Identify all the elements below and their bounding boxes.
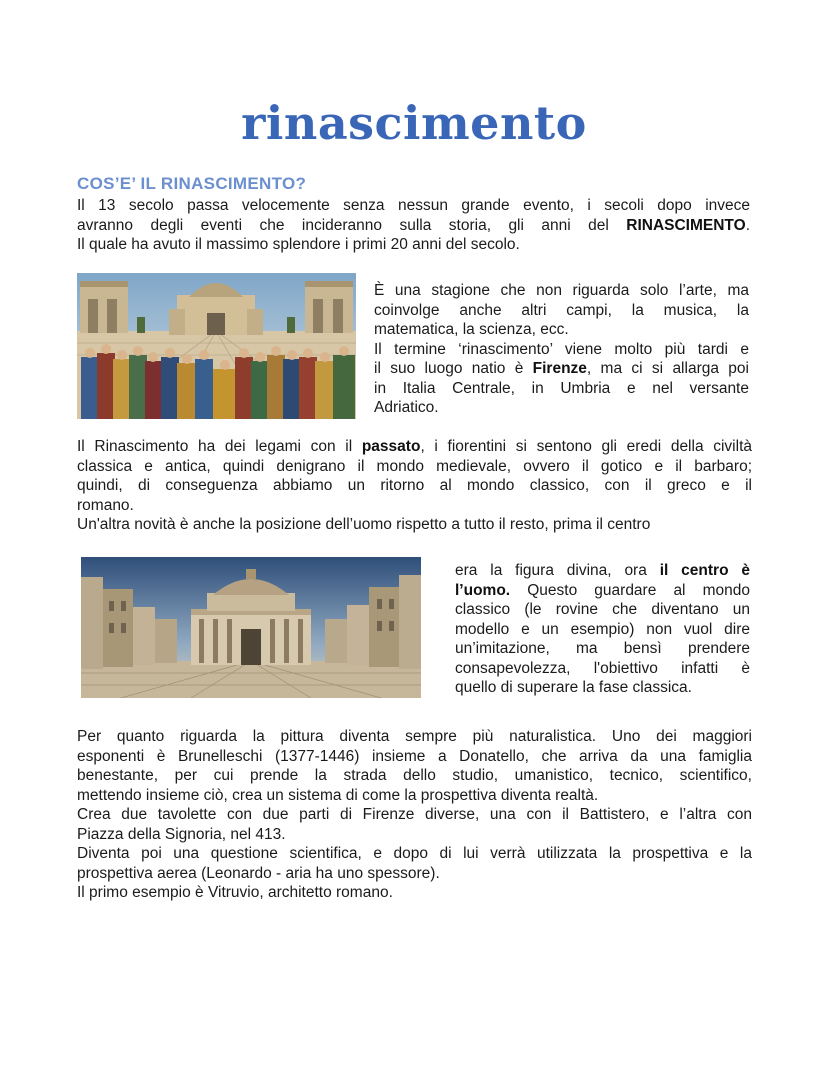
text-line: modello e un esempio) non vuol dire xyxy=(455,620,750,638)
bold-firenze: Firenze xyxy=(532,360,587,377)
bold-uomo: l’uomo. xyxy=(455,581,511,599)
text-line: consapevolezza, l'obiettivo infatti è xyxy=(455,659,750,677)
intro-paragraph xyxy=(77,196,750,255)
text-line: benestante, per cui prende la strada dello studio, umanistico, tecnico, scientifico, xyxy=(77,767,752,784)
stagione-paragraph xyxy=(374,281,749,418)
text-line: matematica, la scienza, ecc. xyxy=(374,321,569,338)
text-line: Per quanto riguarda la pittura diventa sempre più naturalistica. Uno dei maggiori xyxy=(77,728,752,745)
bold-passato: passato xyxy=(361,438,421,455)
text-line: Il 13 secolo passa velocemente senza nessun grande evento, i secoli dopo invece xyxy=(77,197,750,214)
document-title: rinascimento xyxy=(241,96,587,150)
text-line: prospettiva aerea (Leonardo - aria ha uno spessore). xyxy=(77,864,440,882)
text-line: quello di superare la fase classica. xyxy=(455,679,692,696)
text-line: Crea due tavolette con due parti di Firenze diverse, una con il Battistero, e l’altra con xyxy=(77,806,752,823)
text-line: il suo luogo natio è Firenze, ma ci si allarga poi xyxy=(374,360,749,377)
text-line: classico (le rovine che diventano un xyxy=(455,601,750,618)
text-line: È una stagione che non riguarda solo l’arte, ma xyxy=(374,282,749,299)
section-heading: COS’E’ IL RINASCIMENTO? xyxy=(77,174,307,193)
legami-paragraph xyxy=(77,437,752,535)
painting-consegna-delle-chiavi xyxy=(77,273,356,419)
painting-citta-ideale xyxy=(81,557,421,698)
text-line: l’uomo. Questo guardare al mondo xyxy=(455,581,750,599)
text-line: era la figura divina, ora il centro è xyxy=(455,562,751,579)
text-line: Adriatico. xyxy=(374,399,439,416)
text-line: quindi, di conseguenza abbiamo un ritorno al mondo classico, con il greco e il xyxy=(77,477,752,494)
pittura-paragraph xyxy=(77,727,752,903)
text-line: Piazza della Signoria, nel 413. xyxy=(77,825,286,843)
bold-il-centro: il centro è xyxy=(659,562,751,579)
text-line: mettendo insieme ciò, crea un sistema di come la prospettiva diventa realtà. xyxy=(77,786,599,804)
text-line: avranno degli eventi che incideranno sulla storia, gli anni del RINASCIMENTO. xyxy=(77,216,750,234)
text-line: esponenti è Brunelleschi (1377-1446) insieme a Donatello, che arriva da una famiglia xyxy=(77,747,752,765)
text-line: coinvolge anche altri campi, la musica, la xyxy=(374,301,749,319)
text-line: romano. xyxy=(77,496,134,514)
text-line: Il termine ‘rinascimento’ viene molto più tardi e xyxy=(374,340,749,358)
text-line: un’imitazione, ma bensì prendere xyxy=(455,640,750,657)
text-line: in Italia Centrale, in Umbria e nel versante xyxy=(374,379,749,397)
text-line: Il Rinascimento ha dei legami con il passato, i fiorentini si sentono gli eredi della civiltà xyxy=(77,438,752,455)
text-line: Un'altra novità è anche la posizione dell’uomo rispetto a tutto il resto, prima il centro xyxy=(77,516,651,533)
bold-rinascimento: RINASCIMENTO xyxy=(626,216,746,234)
text-line: Diventa poi una questione scientifica, e dopo di lui verrà utilizzata la prospettiva e la xyxy=(77,845,752,862)
text-line: classica e antica, quindi denigrano il mondo medievale, ovvero il gotico e il barbaro; xyxy=(77,457,752,475)
text-line: Il primo esempio è Vitruvio, architetto romano. xyxy=(77,884,393,901)
figura-paragraph xyxy=(455,561,750,698)
text-line: Il quale ha avuto il massimo splendore i primi 20 anni del secolo. xyxy=(77,236,520,253)
